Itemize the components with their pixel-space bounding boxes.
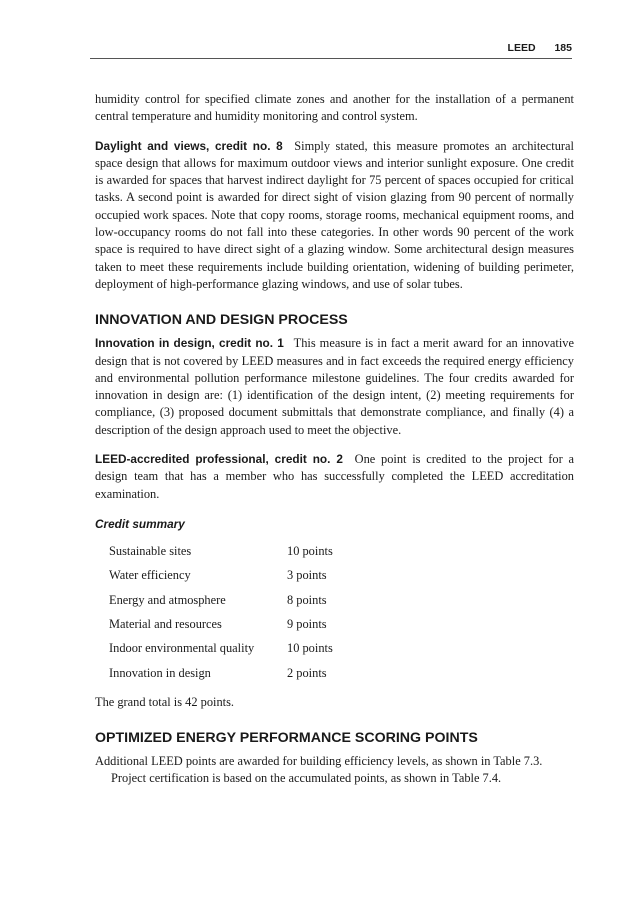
credit-category: Indoor environmental quality — [109, 641, 255, 656]
innovation-paragraph — [95, 335, 574, 439]
table-row — [109, 588, 333, 612]
credit-points: 3 points — [287, 568, 327, 583]
running-head — [90, 42, 572, 59]
table-row — [109, 612, 333, 636]
table-row — [109, 661, 333, 685]
table-row — [109, 637, 333, 661]
accredited-heading: LEED-accredited professional, credit no. 2 — [95, 452, 343, 467]
credit-category: Sustainable sites — [109, 543, 192, 558]
table-row — [109, 539, 333, 563]
innovation-text: This measure is in fact a merit award for an innovative design that is not covered by LEED measures and in fact exceeds the required energy efficiency and environmental pollution performance milestone guidelines. The four credits awarded for innovation in design are: (1) identification of the design intent, (2) meeting requirements for compliance, (3) proposed document submittals that demonstrate compliance, and finally (4) a description of the design approach used to meet the objective. — [95, 336, 575, 437]
optimized-section-title: OPTIMIZED ENERGY PERFORMANCE SCORING POINTS — [95, 729, 478, 746]
optimized-paragraph — [95, 753, 574, 788]
accredited-text: One point is credited to the project for a design team that has a member who has successfully completed the LEED accreditation examination. — [95, 452, 574, 501]
credit-category: Water efficiency — [109, 568, 191, 583]
optimized-line-2: Project certification is based on the accumulated points, as shown in Table 7.4. — [111, 771, 502, 786]
accredited-paragraph — [95, 451, 574, 503]
credit-summary-table — [109, 539, 333, 685]
optimized-line-1: Additional LEED points are awarded for building efficiency levels, as shown in Table 7.3. — [95, 753, 543, 768]
running-head-title: LEED — [507, 42, 536, 54]
innovation-section-title: INNOVATION AND DESIGN PROCESS — [95, 312, 348, 329]
daylight-paragraph — [95, 138, 574, 294]
page-content — [95, 91, 574, 787]
grand-total: The grand total is 42 points. — [95, 694, 235, 709]
daylight-text: Simply stated, this measure promotes an architectural space design that allows for maximum outdoor views and interior sunlight exposure. One credit is awarded for spaces that harvest indirect daylight for 75 percent of spaces occupied for critical tasks. A second point is awarded for direct sight of vision glazing from 90 percent of normally occupied work spaces. Note that copy rooms, storage rooms, mechanical equipment rooms, and low-occupancy rooms do not fall into these categories. In other words 90 percent of the work space is required to have direct sight of a glazing window. Some architectural design measures taken to meet these requirements include building orientation, widening of building perimeter, deployment of high-performance glazing windows, and use of solar tubes. — [95, 138, 574, 291]
table-row — [109, 564, 333, 588]
credit-points: 10 points — [287, 543, 333, 558]
page-number: 185 — [554, 42, 572, 54]
credit-category: Material and resources — [109, 616, 222, 631]
credit-category: Innovation in design — [109, 665, 211, 680]
credit-summary-label: Credit summary — [95, 516, 185, 531]
innovation-heading: Innovation in design, credit no. 1 — [95, 336, 284, 351]
credit-category: Energy and atmosphere — [109, 592, 226, 607]
credit-points: 8 points — [287, 592, 327, 607]
intro-paragraph: humidity control for specified climate zones and another for the installation of a permanent central temperature and humidity monitoring and control system. — [95, 92, 574, 124]
credit-points: 2 points — [287, 665, 327, 680]
daylight-heading: Daylight and views, credit no. 8 — [95, 138, 283, 153]
credit-points: 9 points — [287, 616, 327, 631]
credit-points: 10 points — [287, 641, 333, 656]
